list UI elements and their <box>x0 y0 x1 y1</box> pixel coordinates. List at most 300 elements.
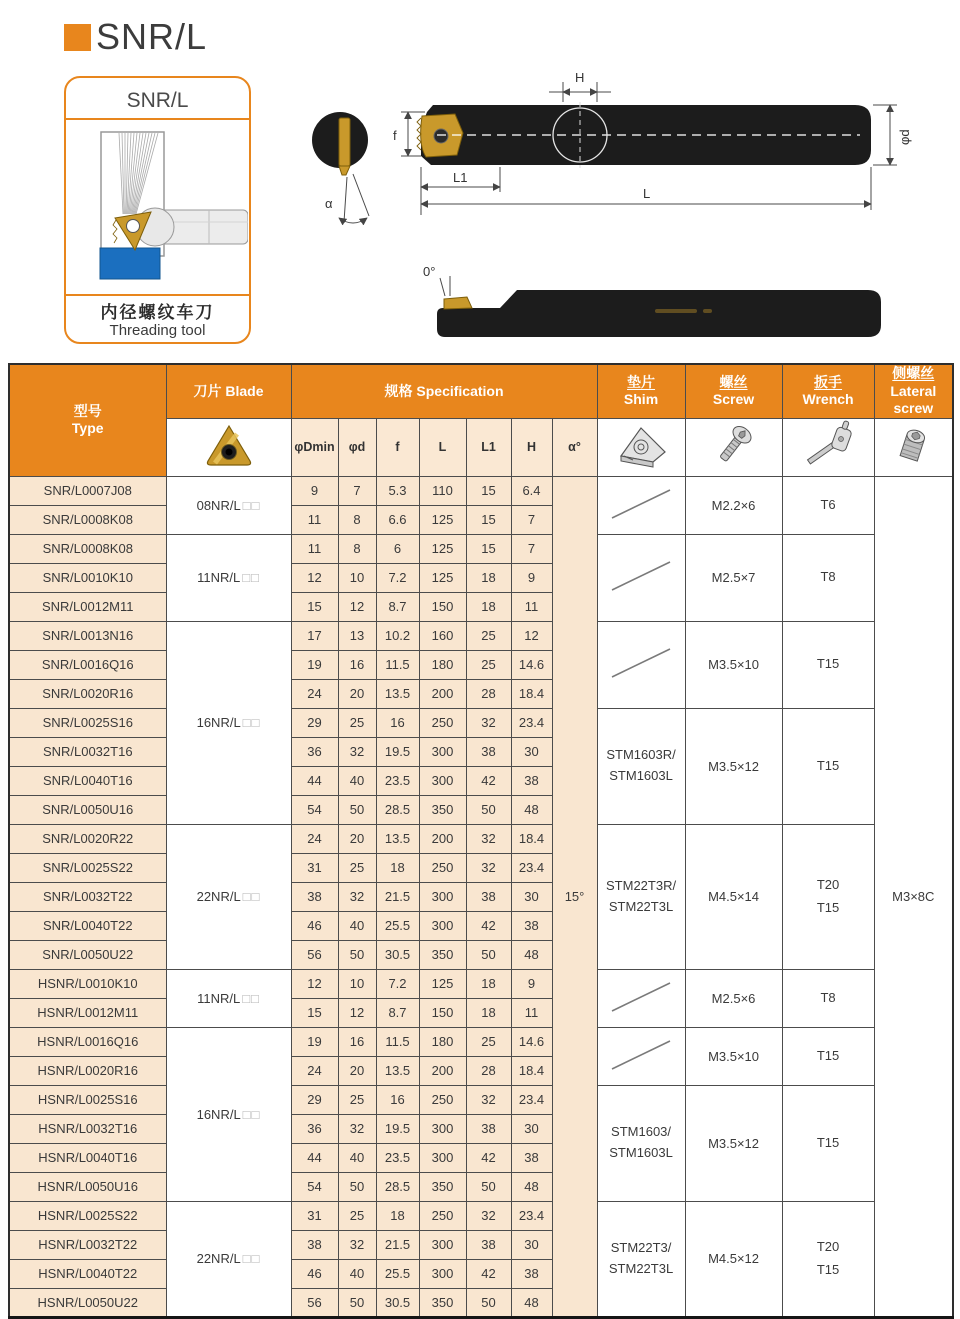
col-header-wrench: 扳手 Wrench <box>782 364 874 418</box>
spec-table <box>8 363 954 1319</box>
spec-cell: 11.5 <box>376 650 419 679</box>
blade-group-cell <box>166 534 291 621</box>
shim-slash-icon <box>608 979 674 1015</box>
spec-cell: 18 <box>466 563 511 592</box>
shim-cell <box>597 969 685 1027</box>
screw-cell: M3.5×12 <box>685 708 782 824</box>
type-cell: SNR/L0013N16 <box>9 621 166 650</box>
spec-cell: 350 <box>419 940 466 969</box>
spec-cell: 32 <box>466 853 511 882</box>
table-row <box>9 708 953 737</box>
spec-cell: 14.6 <box>511 1027 552 1056</box>
spec-cell: 30 <box>511 1230 552 1259</box>
spec-cell: 38 <box>466 1230 511 1259</box>
spec-cell: 8.7 <box>376 592 419 621</box>
spec-cell: 125 <box>419 563 466 592</box>
spec-cell: 38 <box>511 1143 552 1172</box>
blade-label: 16NR/L <box>196 715 241 730</box>
spec-cell: 19 <box>291 1027 338 1056</box>
type-cell: SNR/L0020R22 <box>9 824 166 853</box>
page-title <box>64 16 207 58</box>
spec-cell: 125 <box>419 969 466 998</box>
zero-angle-label: 0° <box>423 264 436 279</box>
spec-cell: 23.4 <box>511 1085 552 1114</box>
blade-group-cell <box>166 621 291 824</box>
phi-d-dim-label: φd <box>897 129 912 145</box>
spec-cell: 9 <box>511 563 552 592</box>
spec-cell: 38 <box>511 1259 552 1288</box>
spec-cell: 50 <box>338 940 376 969</box>
type-cell: SNR/L0007J08 <box>9 476 166 505</box>
wrench-cell: T15 <box>782 1085 874 1201</box>
title-orange-square-icon <box>64 24 91 51</box>
spec-cell: 18 <box>466 592 511 621</box>
spec-cell: 20 <box>338 1056 376 1085</box>
spec-cell: 29 <box>291 708 338 737</box>
screw-cell: M4.5×14 <box>685 824 782 969</box>
spec-cell: 42 <box>466 1143 511 1172</box>
spec-cell: 54 <box>291 1172 338 1201</box>
spec-cell: 44 <box>291 1143 338 1172</box>
spec-cell: 300 <box>419 911 466 940</box>
spec-cell: 110 <box>419 476 466 505</box>
spec-cell: 48 <box>511 1172 552 1201</box>
spec-cell: 25 <box>466 621 511 650</box>
spec-cell: 18.4 <box>511 1056 552 1085</box>
spec-cell: 10.2 <box>376 621 419 650</box>
spec-cell: 30.5 <box>376 1288 419 1317</box>
spec-cell: 8 <box>338 534 376 563</box>
table-row <box>9 1085 953 1114</box>
spec-cell: 48 <box>511 1288 552 1317</box>
spec-table-head <box>9 364 953 476</box>
wrench-cell: T8 <box>782 969 874 1027</box>
shim-cell: STM1603R/ STM1603L <box>597 708 685 824</box>
spec-cell: 30 <box>511 1114 552 1143</box>
blade-group-cell <box>166 969 291 1027</box>
spec-cell: 8.7 <box>376 998 419 1027</box>
type-cell: HSNR/L0050U22 <box>9 1288 166 1317</box>
table-row <box>9 1027 953 1056</box>
screw-icon-cell <box>685 418 782 476</box>
shim-cell: STM22T3R/ STM22T3L <box>597 824 685 969</box>
screw-cell: M2.5×7 <box>685 534 782 621</box>
table-row <box>9 969 953 998</box>
end-view <box>312 112 369 223</box>
spec-cell: 12 <box>338 592 376 621</box>
spec-cell: 13.5 <box>376 824 419 853</box>
spec-cell: 7 <box>511 534 552 563</box>
spec-cell: 30 <box>511 737 552 766</box>
spec-cell: 32 <box>338 1230 376 1259</box>
main-side-view <box>393 70 912 215</box>
spec-cell: 16 <box>338 650 376 679</box>
shim-cell <box>597 534 685 621</box>
spec-cell: 24 <box>291 824 338 853</box>
type-cell: SNR/L0025S22 <box>9 853 166 882</box>
spec-cell: 16 <box>376 708 419 737</box>
shim-slash-icon <box>608 1037 674 1073</box>
spec-cell: 13 <box>338 621 376 650</box>
spec-cell: 38 <box>511 766 552 795</box>
spec-cell: 25.5 <box>376 911 419 940</box>
spec-cell: 9 <box>291 476 338 505</box>
spec-cell: 300 <box>419 882 466 911</box>
col-header-blade: 刀片 Blade <box>166 364 291 418</box>
blade-insert-icon-cell <box>166 418 291 476</box>
spec-cell: 180 <box>419 650 466 679</box>
f-dim-label: f <box>393 128 397 143</box>
type-cell: HSNR/L0020R16 <box>9 1056 166 1085</box>
subcol-d: φd <box>338 418 376 476</box>
type-cell: HSNR/L0012M11 <box>9 998 166 1027</box>
spec-cell: 8 <box>338 505 376 534</box>
spec-cell: 28 <box>466 679 511 708</box>
shim-slash-icon <box>608 645 674 681</box>
blade-label: 11NR/L <box>197 570 241 585</box>
shim-icon-cell <box>597 418 685 476</box>
product-info-box <box>64 76 251 344</box>
spec-cell: 9 <box>511 969 552 998</box>
spec-cell: 250 <box>419 1201 466 1230</box>
spec-cell: 200 <box>419 1056 466 1085</box>
blade-size-placeholder: □□ <box>242 889 261 904</box>
col-header-type: 型号 Type <box>9 364 166 476</box>
type-cell: SNR/L0032T22 <box>9 882 166 911</box>
spec-cell: 200 <box>419 824 466 853</box>
spec-cell: 12 <box>511 621 552 650</box>
spec-cell: 18 <box>376 1201 419 1230</box>
type-cell: SNR/L0032T16 <box>9 737 166 766</box>
spec-cell: 32 <box>466 708 511 737</box>
info-box-title: SNR/L <box>66 78 249 120</box>
spec-cell: 160 <box>419 621 466 650</box>
spec-cell: 48 <box>511 940 552 969</box>
spec-cell: 25.5 <box>376 1259 419 1288</box>
spec-cell: 18.4 <box>511 679 552 708</box>
blade-size-placeholder: □□ <box>242 1251 261 1266</box>
spec-cell: 25 <box>466 650 511 679</box>
spec-cell: 180 <box>419 1027 466 1056</box>
type-cell: SNR/L0008K08 <box>9 534 166 563</box>
blade-label: 22NR/L <box>196 1251 241 1266</box>
blade-label: 22NR/L <box>196 889 241 904</box>
spec-cell: 29 <box>291 1085 338 1114</box>
spec-cell: 24 <box>291 1056 338 1085</box>
blade-group-cell <box>166 1201 291 1317</box>
shim-cell: STM22T3/ STM22T3L <box>597 1201 685 1317</box>
table-row <box>9 824 953 853</box>
type-cell: SNR/L0012M11 <box>9 592 166 621</box>
spec-cell: 12 <box>338 998 376 1027</box>
spec-cell: 250 <box>419 1085 466 1114</box>
blade-group-cell <box>166 824 291 969</box>
spec-cell: 50 <box>338 795 376 824</box>
blade-label: 11NR/L <box>197 990 241 1006</box>
table-row <box>9 621 953 650</box>
spec-cell: 13.5 <box>376 1056 419 1085</box>
spec-cell: 50 <box>338 1172 376 1201</box>
spec-cell: 300 <box>419 766 466 795</box>
spec-cell: 31 <box>291 853 338 882</box>
screw-cell: M4.5×12 <box>685 1201 782 1317</box>
type-cell: HSNR/L0040T16 <box>9 1143 166 1172</box>
lateral-screw-icon-cell <box>874 418 953 476</box>
screw-cell: M3.5×10 <box>685 1027 782 1085</box>
spec-table-body <box>9 476 953 1317</box>
spec-cell: 13.5 <box>376 679 419 708</box>
type-cell: SNR/L0008K08 <box>9 505 166 534</box>
bottom-side-view <box>423 264 881 337</box>
alpha-dim-label: α <box>325 196 333 211</box>
blade-insert-icon <box>201 422 257 468</box>
spec-cell: 38 <box>466 737 511 766</box>
spec-cell: 38 <box>511 911 552 940</box>
spec-cell: 25 <box>338 708 376 737</box>
info-box-caption <box>66 296 249 339</box>
shim-slash-icon <box>608 558 674 594</box>
spec-cell: 50 <box>338 1288 376 1317</box>
col-header-shim: 垫片 Shim <box>597 364 685 418</box>
spec-cell: 14.6 <box>511 650 552 679</box>
spec-cell: 40 <box>338 1143 376 1172</box>
spec-cell: 18 <box>376 853 419 882</box>
type-cell: SNR/L0040T16 <box>9 766 166 795</box>
spec-cell: 32 <box>466 1085 511 1114</box>
blade-label: 16NR/L <box>196 1106 241 1122</box>
spec-cell: 300 <box>419 737 466 766</box>
spec-cell: 50 <box>466 795 511 824</box>
type-cell: HSNR/L0016Q16 <box>9 1027 166 1056</box>
subcol-l1: L1 <box>466 418 511 476</box>
spec-cell: 19.5 <box>376 737 419 766</box>
spec-cell: 12 <box>291 563 338 592</box>
subcol-f: f <box>376 418 419 476</box>
spec-cell: 42 <box>466 766 511 795</box>
type-cell: HSNR/L0032T22 <box>9 1230 166 1259</box>
spec-cell: 7.2 <box>376 969 419 998</box>
spec-cell: 25 <box>338 853 376 882</box>
wrench-cell: T15 <box>782 1027 874 1085</box>
spec-cell: 300 <box>419 1143 466 1172</box>
threading-tool-diagram <box>67 122 248 292</box>
spec-cell: 6.4 <box>511 476 552 505</box>
wrench-cell: T6 <box>782 476 874 534</box>
spec-cell: 56 <box>291 1288 338 1317</box>
spec-cell: 11 <box>511 998 552 1027</box>
spec-cell: 38 <box>466 882 511 911</box>
spec-cell: 50 <box>466 1288 511 1317</box>
spec-cell: 11.5 <box>376 1027 419 1056</box>
spec-cell: 25 <box>338 1201 376 1230</box>
spec-cell: 40 <box>338 766 376 795</box>
spec-cell: 23.5 <box>376 1143 419 1172</box>
caption-zh: 内径螺纹车刀 <box>100 303 215 322</box>
tool-shank-2 <box>437 290 881 337</box>
blade-size-placeholder: □□ <box>242 570 260 585</box>
spec-cell: 28 <box>466 1056 511 1085</box>
spec-cell: 25 <box>466 1027 511 1056</box>
spec-cell: 50 <box>466 940 511 969</box>
spec-cell: 23.4 <box>511 708 552 737</box>
spec-cell: 7.2 <box>376 563 419 592</box>
spec-cell: 30 <box>511 882 552 911</box>
spec-cell: 32 <box>338 1114 376 1143</box>
spec-cell: 16 <box>338 1027 376 1056</box>
type-cell: SNR/L0016Q16 <box>9 650 166 679</box>
screw-icon <box>706 420 762 470</box>
screw-cell: M2.5×6 <box>685 969 782 1027</box>
spec-cell: 42 <box>466 1259 511 1288</box>
type-cell: SNR/L0025S16 <box>9 708 166 737</box>
spec-cell: 42 <box>466 911 511 940</box>
type-cell: HSNR/L0025S22 <box>9 1201 166 1230</box>
spec-cell: 25 <box>338 1085 376 1114</box>
wrench-cell: T20 T15 <box>782 824 874 969</box>
table-row <box>9 1201 953 1230</box>
spec-cell: 32 <box>338 882 376 911</box>
screw-cell: M2.2×6 <box>685 476 782 534</box>
blade-size-placeholder: □□ <box>242 990 260 1006</box>
blade-group-cell <box>166 1027 291 1201</box>
wrench-cell: T8 <box>782 534 874 621</box>
type-cell: SNR/L0050U16 <box>9 795 166 824</box>
lateral-screw-cell: M3×8C <box>874 476 953 1317</box>
type-cell: SNR/L0010K10 <box>9 563 166 592</box>
spec-cell: 350 <box>419 1288 466 1317</box>
spec-cell: 30.5 <box>376 940 419 969</box>
spec-cell: 56 <box>291 940 338 969</box>
table-row <box>9 476 953 505</box>
spec-cell: 350 <box>419 795 466 824</box>
spec-cell: 54 <box>291 795 338 824</box>
blade-size-placeholder: □□ <box>242 1106 261 1122</box>
spec-cell: 46 <box>291 911 338 940</box>
shim-cell <box>597 1027 685 1085</box>
spec-cell: 50 <box>466 1172 511 1201</box>
spec-cell: 19 <box>291 650 338 679</box>
col-header-spec: 规格 Specification <box>291 364 597 418</box>
spec-cell: 44 <box>291 766 338 795</box>
threading-insert-2 <box>444 297 472 309</box>
spec-cell: 31 <box>291 1201 338 1230</box>
spec-cell: 17 <box>291 621 338 650</box>
screw-cell: M3.5×12 <box>685 1085 782 1201</box>
wrench-icon <box>798 420 858 470</box>
spec-cell: 7 <box>338 476 376 505</box>
blade-label: 08NR/L <box>196 497 241 513</box>
spec-cell: 36 <box>291 737 338 766</box>
spec-cell: 36 <box>291 1114 338 1143</box>
spec-cell: 10 <box>338 563 376 592</box>
spec-cell: 18.4 <box>511 824 552 853</box>
spec-cell: 350 <box>419 1172 466 1201</box>
col-header-screw: 螺丝 Screw <box>685 364 782 418</box>
l-dim-label: L <box>643 186 651 201</box>
spec-cell: 20 <box>338 824 376 853</box>
page-title-text: SNR/L <box>96 16 208 57</box>
spec-cell: 250 <box>419 708 466 737</box>
type-cell: SNR/L0020R16 <box>9 679 166 708</box>
technical-drawing <box>295 70 960 360</box>
type-cell: SNR/L0050U22 <box>9 940 166 969</box>
spec-cell: 28.5 <box>376 1172 419 1201</box>
workpiece-blue-block <box>100 248 160 279</box>
caption-en: Threading tool <box>109 322 206 339</box>
spec-cell: 38 <box>291 882 338 911</box>
spec-cell: 18 <box>466 998 511 1027</box>
spec-cell: 15 <box>466 505 511 534</box>
spec-cell: 6.6 <box>376 505 419 534</box>
spec-cell: 300 <box>419 1114 466 1143</box>
wrench-cell: T20 T15 <box>782 1201 874 1317</box>
spec-cell: 15 <box>466 534 511 563</box>
alpha-cell: 15° <box>552 476 597 1317</box>
spec-cell: 125 <box>419 505 466 534</box>
type-cell: HSNR/L0025S16 <box>9 1085 166 1114</box>
blade-group-cell <box>166 476 291 534</box>
shim-cell <box>597 476 685 534</box>
spec-cell: 23.4 <box>511 1201 552 1230</box>
spec-cell: 6 <box>376 534 419 563</box>
l1-dim-label: L1 <box>453 170 468 185</box>
spec-cell: 11 <box>511 592 552 621</box>
spec-cell: 46 <box>291 1259 338 1288</box>
spec-cell: 18 <box>466 969 511 998</box>
spec-cell: 16 <box>376 1085 419 1114</box>
spec-cell: 23.5 <box>376 766 419 795</box>
spec-cell: 38 <box>466 1114 511 1143</box>
blade-size-placeholder: □□ <box>242 715 261 730</box>
spec-cell: 32 <box>338 737 376 766</box>
spec-cell: 21.5 <box>376 1230 419 1259</box>
spec-cell: 300 <box>419 1230 466 1259</box>
spec-cell: 15 <box>291 998 338 1027</box>
spec-cell: 32 <box>466 1201 511 1230</box>
spec-cell: 23.4 <box>511 853 552 882</box>
subcol-dmin: φDmin <box>291 418 338 476</box>
spec-cell: 15 <box>291 592 338 621</box>
type-cell: HSNR/L0010K10 <box>9 969 166 998</box>
blade-size-placeholder: □□ <box>242 497 261 513</box>
spec-cell: 32 <box>466 824 511 853</box>
spec-cell: 200 <box>419 679 466 708</box>
info-box-diagram <box>66 120 249 296</box>
spec-cell: 40 <box>338 1259 376 1288</box>
wrench-cell: T15 <box>782 621 874 708</box>
spec-cell: 38 <box>291 1230 338 1259</box>
wrench-icon-cell <box>782 418 874 476</box>
subcol-alpha: α° <box>552 418 597 476</box>
spec-cell: 15 <box>466 476 511 505</box>
spec-cell: 11 <box>291 505 338 534</box>
spec-cell: 19.5 <box>376 1114 419 1143</box>
spec-cell: 150 <box>419 592 466 621</box>
spec-cell: 11 <box>291 534 338 563</box>
h-dim-label: H <box>575 70 585 85</box>
col-header-lateral-screw: 侧螺丝 Lateral screw <box>874 364 953 418</box>
screw-cell: M3.5×10 <box>685 621 782 708</box>
spec-cell: 28.5 <box>376 795 419 824</box>
spec-cell: 250 <box>419 853 466 882</box>
subcol-l: L <box>419 418 466 476</box>
spec-cell: 48 <box>511 795 552 824</box>
spec-cell: 150 <box>419 998 466 1027</box>
spec-cell: 5.3 <box>376 476 419 505</box>
type-cell: HSNR/L0032T16 <box>9 1114 166 1143</box>
shim-cell <box>597 621 685 708</box>
shim-icon <box>611 422 671 468</box>
